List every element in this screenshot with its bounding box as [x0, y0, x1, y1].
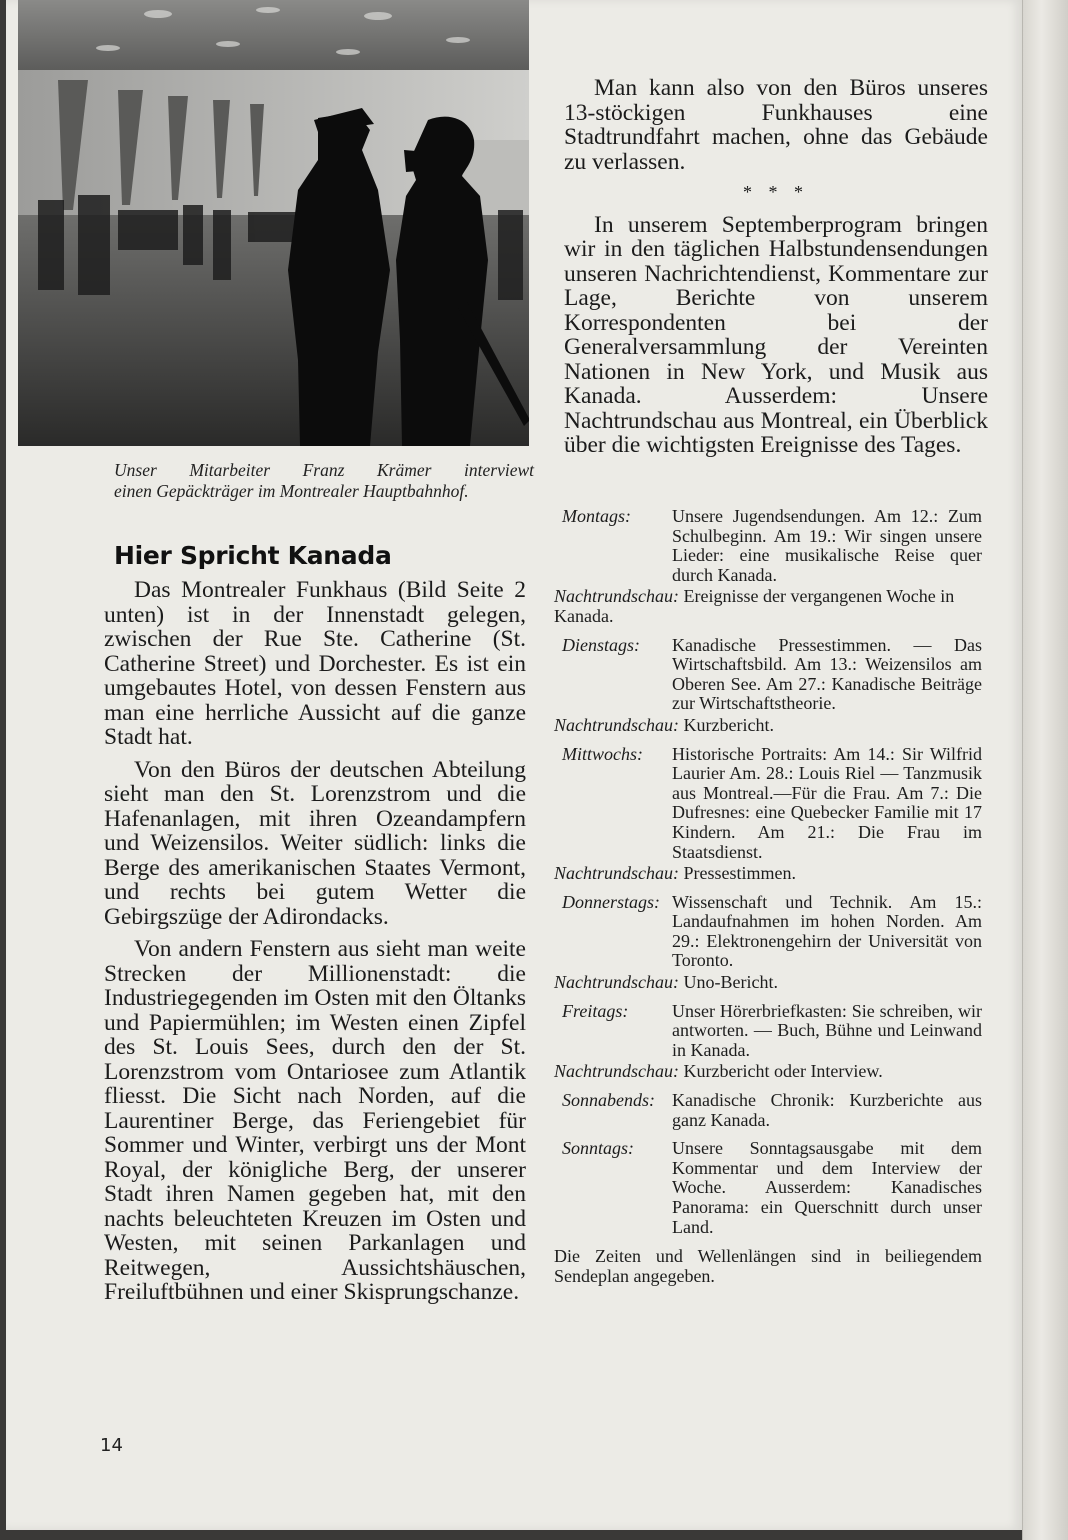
night-text: Uno-Bericht.	[683, 972, 778, 993]
schedule-footnote: Die Zeiten und Wellenlängen sind in beiliegendem Sendeplan angegeben.	[554, 1246, 982, 1287]
night-label: Nachtrundschau:	[554, 714, 679, 735]
night-label: Nachtrundschau:	[554, 1061, 679, 1082]
photo-caption	[114, 460, 534, 502]
schedule-entry-friday	[554, 1002, 982, 1082]
page-number: 14	[100, 1435, 123, 1456]
left-paragraph-3: Von andern Fenstern aus sieht man weite Strecken der Millionenstadt: die Industriegegenden im Osten mit den Öltanks und Papiermühlen; im Westen einen Zipfel des St. Louis Sees, durch den der St. Lorenzstrom vom Ontariosee zum Atlantik fliesst. Die Sicht nach Norden, auf die Laurentiner Berge, das Feriengebiet für Sommer und Winter, verbirgt uns der Mont Royal, der königliche Berg, der unserer Stadt ihren Namen gegeben hat, mit den nachts beleuchteten Kreuzen im Osten und Westen, mit seinen Parkanlagen und Reitwegen, Aussichtshäuschen, Freiluftbühnen und einer Skisprungschanze.	[104, 936, 526, 1305]
night-text: Kurzbericht.	[683, 714, 774, 735]
caption-line-1: Unser Mitarbeiter Franz Krämer interviewt	[114, 460, 534, 480]
schedule-text: Kanadische Pressestimmen. — Das Wirtschaftsbild. Am 13.: Weizensilos am Oberen See. Am 27.: Kanadische Beiträge zur Wirtschaftstheorie.	[672, 634, 982, 714]
schedule-entry-monday	[554, 507, 982, 627]
schedule-entry-wednesday	[554, 745, 982, 884]
photo-image	[18, 0, 529, 446]
schedule-text: Unser Hörerbriefkasten: Sie schreiben, wir antworten. — Buch, Bühne und Leinwand in Kanada.	[672, 1000, 982, 1060]
article-heading: Hier Spricht Kanada	[114, 541, 392, 570]
schedule-text: Historische Portraits: Am 14.: Sir Wilfrid Laurier Am. 28.: Louis Riel — Tanzmusik aus Montreal.—Für die Frau. Am 7.: Die Dufresnes: eine Quebecker Familie mit 17 Kindern. Am 21.: Die Frau im Staatsdienst.	[672, 743, 982, 862]
schedule-text: Kanadische Chronik: Kurzberichte aus ganz Kanada.	[672, 1090, 982, 1130]
schedule-day: Dienstags:	[562, 634, 640, 655]
schedule-day: Mittwochs:	[562, 743, 643, 764]
night-label: Nachtrundschau:	[554, 586, 679, 607]
weekly-schedule	[554, 507, 982, 1286]
schedule-day: Sonntags:	[562, 1138, 634, 1159]
schedule-entry-sunday	[554, 1139, 982, 1237]
night-text: Ereignisse der vergangenen Woche in Kanada.	[554, 586, 955, 626]
night-text: Pressestimmen.	[683, 863, 796, 884]
schedule-text: Unsere Jugendsendungen. Am 12.: Zum Schulbeginn. Am 19.: Wir singen unsere Lieder: eine musikalische Reise quer durch Kanada.	[672, 506, 982, 585]
schedule-entry-thursday	[554, 893, 982, 993]
schedule-text: Unsere Sonntagsausgabe mit dem Kommentar und dem Interview der Woche. Ausserdem: Kanadisches Panorama: ein Querschnitt durch unser Land.	[672, 1138, 982, 1237]
section-separator: * * *	[743, 182, 809, 202]
schedule-day: Sonnabends:	[562, 1090, 655, 1111]
left-paragraph-2: Von den Büros der deutschen Abteilung sieht man den St. Lorenzstrom und die Hafenanlagen, mit ihren Ozeandampfern und Weizensilos. Weiter südlich: links die Berge des amerikanischen Staates Vermont, und rechts bei gutem Wetter die Gebirgszüge der Adirondacks.	[104, 756, 526, 930]
right-column	[564, 76, 988, 458]
night-label: Nachtrundschau:	[554, 863, 679, 884]
night-label: Nachtrundschau:	[554, 972, 679, 993]
night-text: Kurzbericht oder Interview.	[683, 1061, 883, 1082]
schedule-entry-saturday	[554, 1091, 982, 1130]
right-intro-paragraph: Man kann also von den Büros unseres 13-stöckigen Funkhauses eine Stadtrundfahrt machen, ohne das Gebäude zu verlassen.	[564, 75, 988, 175]
right-program-paragraph: In unserem Septemberprogram bringen wir in den täglichen Halbstundensendungen unseren Nachrichtendienst, Kommentare zur Lage, Berichte von unserem Korrespondenten bei der Generalversammlung der Vereinten Nationen in New York, und Musik aus Kanada. Ausserdem: Unsere Nachtrundschau aus Montreal, ein Überblick über die wichtigsten Ereignisse des Tages.	[564, 211, 988, 458]
schedule-entry-tuesday	[554, 636, 982, 736]
magazine-page	[6, 0, 1022, 1530]
schedule-day: Donnerstags:	[562, 891, 660, 912]
left-paragraph-1: Das Montrealer Funkhaus (Bild Seite 2 unten) ist in der Innenstadt gelegen, zwischen der Rue Ste. Catherine (St. Catherine Street) und Dorchester. Es ist ein umgebautes Hotel, von dessen Fenstern aus man eine herrliche Aussicht auf die ganze Stadt hat.	[104, 577, 526, 750]
left-column	[104, 578, 526, 1313]
schedule-text: Wissenschaft und Technik. Am 15.: Landaufnahmen im hohen Norden. Am 29.: Elektronengehirn der Universität von Toronto.	[672, 891, 982, 971]
schedule-day: Montags:	[562, 506, 631, 526]
photo-station-interview	[18, 0, 529, 446]
schedule-day: Freitags:	[562, 1000, 629, 1021]
page-spine	[1022, 0, 1068, 1540]
caption-line-2: einen Gepäckträger im Montrealer Hauptbahnhof.	[114, 481, 469, 501]
